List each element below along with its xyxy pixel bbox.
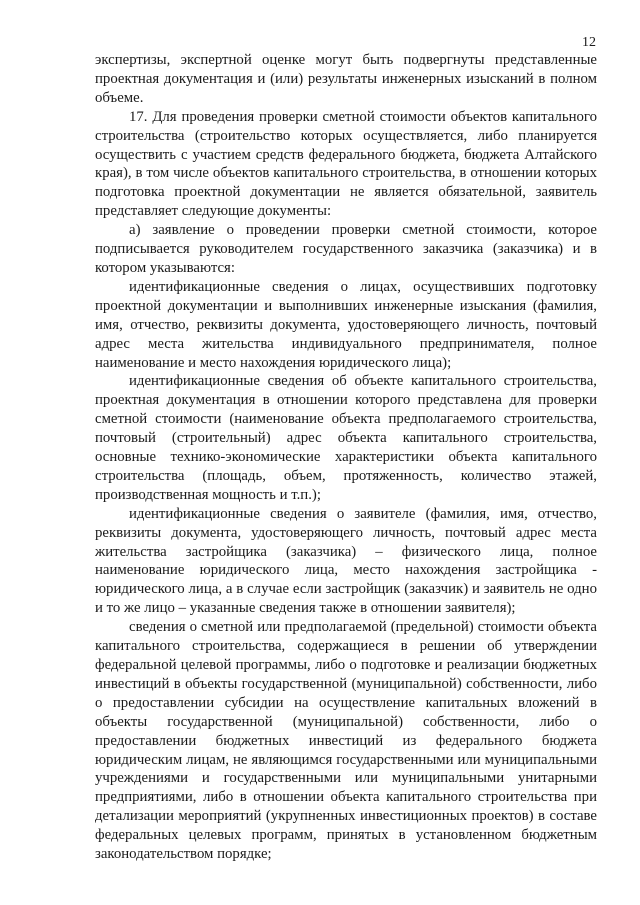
document-body [95,51,597,864]
paragraph-item-17: 17. Для проведения проверки сметной стоимости объектов капитального строительства (строительство которых осуществляется, либо планируется осуществить с участием средств федерального бюджета, бюджета Алтайского края), в том числе объектов капитального строительства, в отношении которых подготовка проектной документации не является обязательной, заявитель представляет следующие документы: [95,108,597,220]
paragraph-subitem-a: а) заявление о проведении проверки сметной стоимости, которое подписывается руководителем государственного заказчика (заказчика) и в котором указываются: [95,222,597,276]
page-number: 12 [582,35,596,50]
paragraph-cost-info: сведения о сметной или предполагаемой (предельной) стоимости объекта капитального строительства, содержащиеся в решении об утверждении федеральной целевой программы, либо о подготовке и реализации бюджетных инвестиций в объекты государственной (муниципальной) собственности, либо о предоставлении субсидии на осуществление капитальных вложений в объекты государственной (муниципальной) собственности, либо о предоставлении бюджетных инвестиций из федерального бюджета юридическим лицам, не являющимся государственными или муниципальными учреждениями и государственными или муниципальными унитарными предприятиями, либо в отношении объекта капитального строительства при детализации мероприятий (укрупненных инвестиционных проектов) в составе федеральных целевых программ, принятых в установленном бюджетным законодательством порядке; [95,619,597,863]
paragraph-object-info: идентификационные сведения об объекте капитального строительства, проектная документация в отношении которого представлена для проверки сметной стоимости (наименование объекта предполагаемого строительства, почтовый (строительный) адрес объекта капитального строительства, основные технико-экономические характеристики объекта капитального строительства (площадь, объем, протяженность, количество этажей, производственная мощность и т.п.); [95,373,597,503]
paragraph-continuation: экспертизы, экспертной оценке могут быть подвергнуты представленные проектная документация и (или) результаты инженерных изысканий в полном объеме. [95,52,597,106]
paragraph-designer-info: идентификационные сведения о лицах, осуществивших подготовку проектной документации и выполнивших инженерные изыскания (фамилия, имя, отчество, реквизиты документа, удостоверяющего личность, почтовый адрес места жительства индивидуального предпринимателя, полное наименование и место нахождения юридического лица); [95,278,597,371]
paragraph-applicant-info: идентификационные сведения о заявителе (фамилия, имя, отчество, реквизиты документа, удостоверяющего личность, почтовый адрес места жительства застройщика (заказчика) – физического лица, полное наименование юридического лица, место нахождения застройщика - юридического лица, а в случае если застройщик (заказчик) и заявитель не одно и то же лицо – указанные сведения также в отношении заявителя); [95,505,597,617]
